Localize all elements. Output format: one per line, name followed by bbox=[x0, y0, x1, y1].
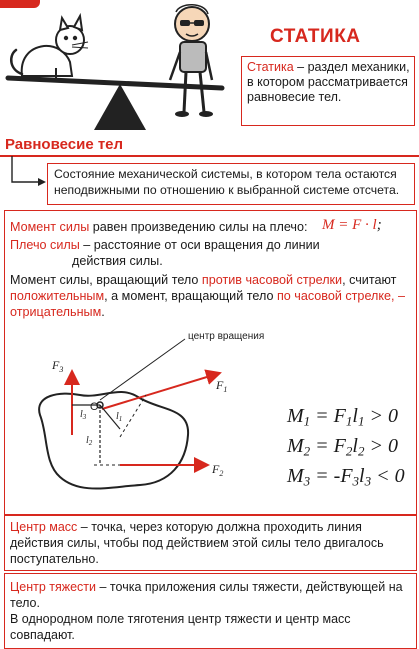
seesaw-illustration bbox=[0, 0, 240, 135]
eq3-part: < 0 bbox=[371, 465, 405, 487]
center-gravity-definition bbox=[10, 579, 410, 643]
eq1-sub: 1 bbox=[357, 413, 365, 429]
moment-definition-text: равен произведению силы на плечо: bbox=[89, 220, 308, 234]
term-statics: Статика bbox=[247, 60, 294, 74]
moment-definition-line bbox=[10, 220, 308, 234]
formula-end: ; bbox=[376, 217, 382, 233]
term-lever-arm: Плечо силы bbox=[10, 238, 80, 252]
center-gravity-text: – точка приложения силы тяжести, действующей на тело. bbox=[10, 580, 403, 610]
eq2-part: M bbox=[287, 435, 304, 457]
eq2-part: > 0 bbox=[364, 435, 398, 457]
eq1-part: l bbox=[352, 405, 358, 427]
eq3-part: l bbox=[359, 465, 365, 487]
rule-ccw: против часовой стрелки bbox=[201, 273, 343, 287]
rule-end: . bbox=[101, 305, 105, 319]
eq2-sub: 2 bbox=[303, 443, 311, 459]
label-l1: $l_1$ bbox=[116, 411, 123, 423]
term-center-mass: Центр масс bbox=[10, 520, 78, 534]
moment-sign-rule bbox=[10, 272, 414, 320]
eq3-part: = -F bbox=[310, 465, 353, 487]
eq2-sub: 2 bbox=[345, 443, 353, 459]
eq2-part: l bbox=[352, 435, 358, 457]
center-mass-definition bbox=[10, 519, 410, 567]
rule-text-c: , считают bbox=[342, 273, 397, 287]
equilibrium-definition: Состояние механической системы, в котором тела остаются неподвижными по отношению к выбранной системе отсчета. bbox=[54, 167, 400, 197]
formula-m: M bbox=[322, 217, 335, 233]
center-gravity-note: В однородном поле тяготения центр тяжести и центр масс совпадают. bbox=[10, 612, 351, 642]
term-center-gravity: Центр тяжести bbox=[10, 580, 97, 594]
eq3-sub: 3 bbox=[364, 473, 372, 489]
page-title: СТАТИКА bbox=[270, 26, 361, 47]
rule-cw: по часовой стрелке, – bbox=[276, 289, 406, 303]
rule-text-a: Момент силы, вращающий тело bbox=[10, 273, 202, 287]
label-f2: $F_2$ bbox=[212, 462, 224, 478]
eq1-part: M bbox=[287, 405, 304, 427]
eq3-sub: 3 bbox=[352, 473, 360, 489]
rule-positive: положительным bbox=[10, 289, 105, 303]
statics-definition bbox=[247, 60, 415, 105]
center-mass-text: – точка, через которую должна проходить линия действия силы, чтобы под действием этой силы тело двигалось поступательно. bbox=[10, 520, 384, 566]
label-f1: $F_1$ bbox=[216, 378, 228, 394]
lever-arm-line-cont: действия силы. bbox=[72, 254, 163, 268]
force-f1-arrow bbox=[102, 373, 220, 409]
label-l2: $l_2$ bbox=[86, 435, 93, 447]
eq2-sub: 2 bbox=[357, 443, 365, 459]
section-divider bbox=[0, 155, 419, 157]
rule-text-e: , а момент, вращающий тело bbox=[104, 289, 277, 303]
moment-formula bbox=[322, 217, 382, 234]
eq1-part: > 0 bbox=[364, 405, 398, 427]
statics-definition-text: – раздел механики, в котором рассматривается равновесие тел. bbox=[247, 60, 410, 104]
formula-eq: = bbox=[334, 217, 353, 233]
equilibrium-heading: Равновесие тел bbox=[5, 136, 124, 153]
eq1-sub: 1 bbox=[345, 413, 353, 429]
lever-arm-text: – расстояние от оси вращения до линии bbox=[79, 238, 320, 252]
eq1-sub: 1 bbox=[303, 413, 311, 429]
formula-l: l bbox=[372, 217, 377, 233]
formula-dot: · bbox=[361, 217, 373, 233]
eq1-part: = F bbox=[310, 405, 346, 427]
equation-m2 bbox=[287, 435, 398, 459]
eq3-sub: 3 bbox=[303, 473, 311, 489]
label-f3: $F_3$ bbox=[52, 358, 64, 374]
torque-diagram bbox=[20, 325, 280, 505]
formula-f: F bbox=[352, 217, 362, 233]
eq2-part: = F bbox=[310, 435, 346, 457]
label-l3: $l_3$ bbox=[80, 409, 87, 421]
equation-m1 bbox=[287, 405, 398, 429]
equation-m3 bbox=[287, 465, 405, 489]
lever-arm-line bbox=[10, 238, 320, 252]
pointer-arrow-icon bbox=[8, 156, 48, 192]
pivot-o-label: O bbox=[90, 401, 99, 413]
pivot-label: центр вращения bbox=[188, 331, 265, 342]
eq3-part: M bbox=[287, 465, 304, 487]
rule-negative: отрицательным bbox=[10, 305, 102, 319]
term-moment: Момент силы bbox=[10, 220, 90, 234]
